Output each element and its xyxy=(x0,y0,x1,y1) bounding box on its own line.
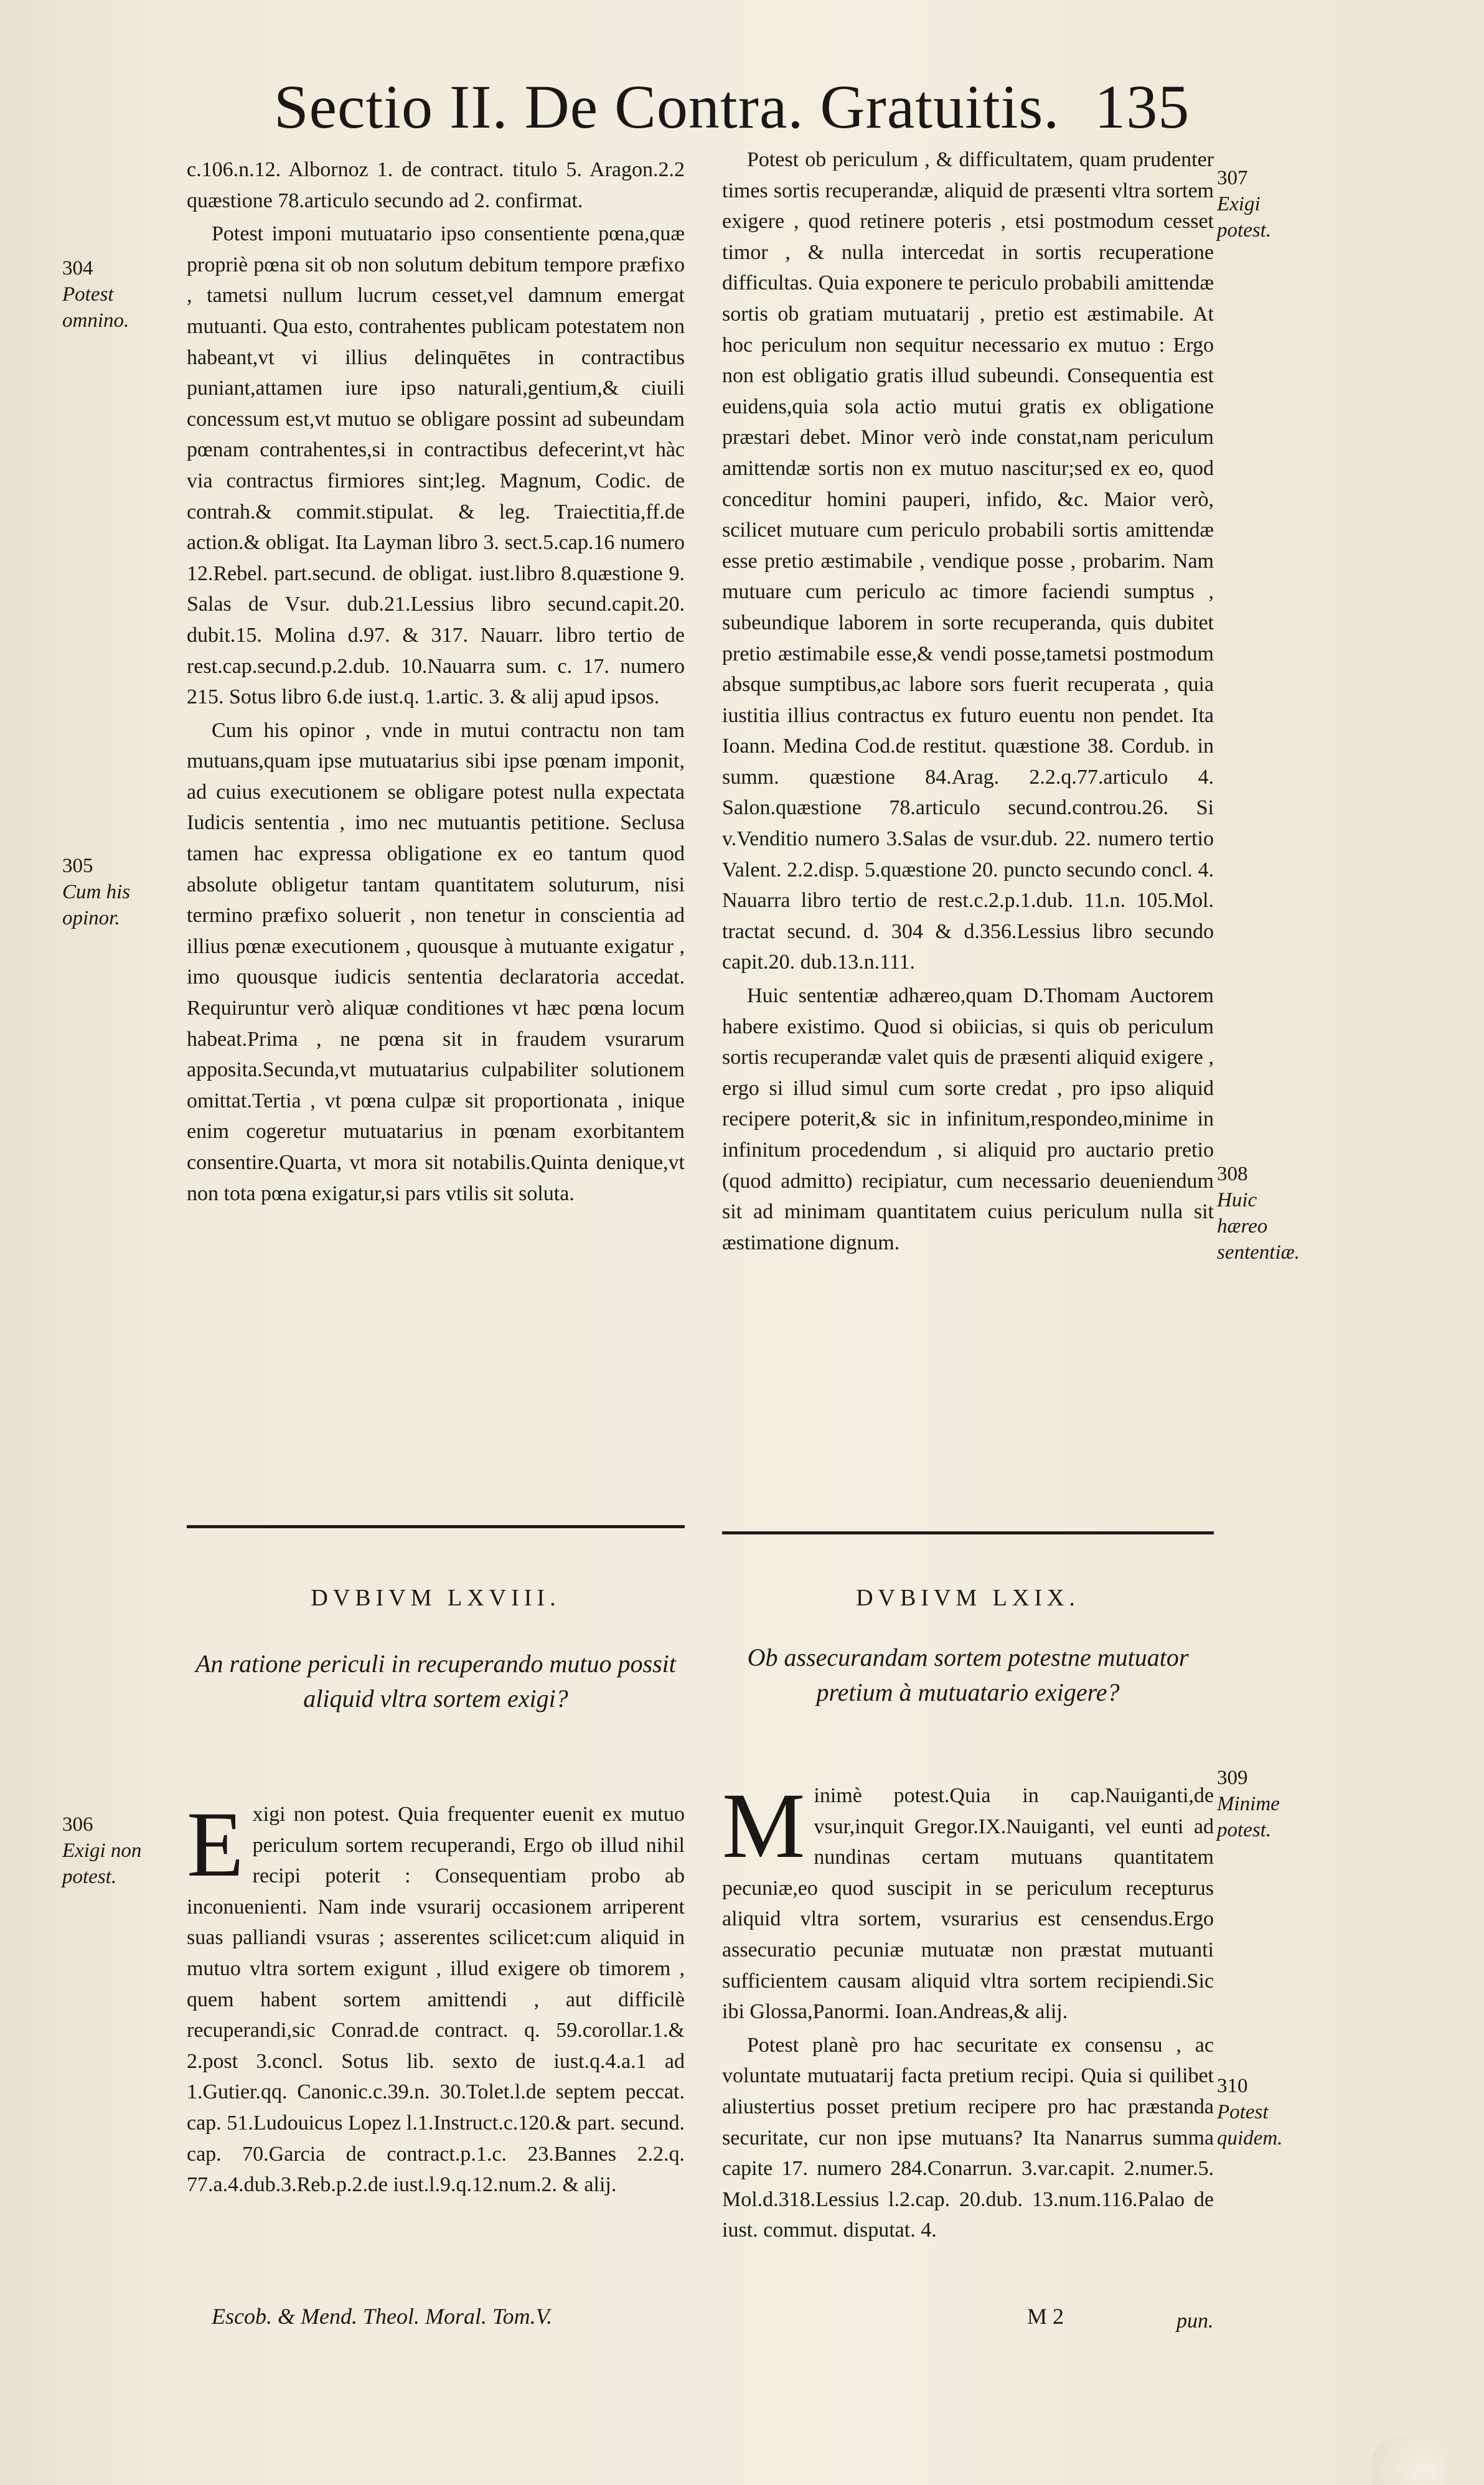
margin-note-text: Potest omnino. xyxy=(62,283,129,332)
drop-cap: M xyxy=(722,1774,805,1877)
margin-note xyxy=(1217,165,1310,243)
right-paragraph: Potest ob periculum , & difficultatem, quam prudenter times sortis recuperandæ, aliquid de præsenti vltra sortem exigere , quod retinere poteris , etsi postmodum cesset timor , & nulla intercedat in sortis recuperatione difficultas. Quia exponere te periculo probabili amittendæ sortis ob gratiam mutuatarij , pretio est æstimabile. At hoc periculum non sequitur necessario ex mutuo : Ergo non est obligatio gratis illud subeundi. Consequentia est euidens,quia sola actio mutui gratis ex obligatione præstari debet. Minor verò inde constat,nam periculum amittendæ sortis non ex mutuo nascitur;sed ex eo, quod conceditur homini pauperi, infido, &c. Maior verò, scilicet mutuare cum periculo probabili sortis amittendæ esse pretio æstimabile , vendique posse , probarim. Nam mutuare cum periculo ac timore faciendi sumptus , subeundique laborem in sorte recuperanda, quis dubitet pretio æstimabile esse,& vendi posse,tametsi postmodum absque sumptibus,ac labore sors fuerit recuperata , quia iustitia illius contractus ex futuro euentu non pendet. Ita Ioann. Medina Cod.de restitut. quæstione 38. Cordub. in summ. quæstione 84.Arag. 2.2.q.77.articulo 4. Salon.quæstione 78.articulo secund.controu.26. Si v.Venditio numero 3.Salas de vsur.dub. 22. numero tertio Valent. 2.2.disp. 5.quæstione 20. puncto secundo concl. 4. Nauarra libro tertio de rest.c.2.p.1.dub. 11.n. 105.Mol. tractat secund. d. 304 & d.356.Lessius libro secundo capit.20. dub.13.n.111. xyxy=(722,148,1214,974)
dubium-question: An ratione periculi in recuperando mutuo possit aliquid vltra sortem exigi? xyxy=(195,1650,676,1712)
page-number: 135 xyxy=(1094,72,1190,141)
dubium-heading: DVBIVM LXIX. xyxy=(856,1585,1080,1611)
left-paragraph: Potest imponi mutuatario ipso consentiente pœna,quæ propriè pœna sit ob non solutum debitum tempore præfixo , tametsi nullum lucrum cesset,vel damnum emergat mutuanti. Qua esto, contrahentes publicam potestatem non habeant,vt vi illius delinquētes in contractibus puniant,attamen iure ipso naturali,gentium,& ciuili concessum est,vt mutuo se obligare possint ad subeundam pœnam contrahentes,si in contractibus defecerint,vt hàc via contractus firmiores sint;leg. Magnum, Codic. de contrah.& commit.stipulat. & leg. Traiectitia,ff.de action.& obligat. Ita Layman libro 3. sect.5.cap.16 numero 12.Rebel. part.secund. de obligat. iust.libro 8.quæstione 9. Salas de Vsur. dub.21.Lessius libro secund.capit.20. dubit.15. Molina d.97. & 317. Nauarr. libro tertio de rest.cap.secund.p.2.dub. 10.Nauarra sum. c. 17. numero 215. Sotus libro 6.de iust.q. 1.artic. 3. & alij apud ipsos. xyxy=(187,222,685,709)
right-paragraph: Huic sententiæ adhæreo,quam D.Thomam Auctorem habere existimo. Quod si obiicias, si quis ob periculum sortis recuperandæ valet quis de præsenti aliquid exigere , ergo si illud simul cum sorte credat , pro ipso aliquid recipere poterit,& sic in infinitum,respondeo,minime in infinitum procedendum , si aliquid pro auctario pretio (quod admitto) recipiatur, cum necessario deueniendum sit ad minimam quantitatem cuius periculum nulla sit æstimatione dignum. xyxy=(722,984,1214,1254)
left-paragraph: c.106.n.12. Albornoz 1. de contract. titulo 5. Aragon.2.2 quæstione 78.articulo secundo ad 2. confirmat. xyxy=(187,158,685,212)
margin-note-text: Cum his opinor. xyxy=(62,881,131,929)
drop-cap: E xyxy=(187,1793,244,1896)
section-rule xyxy=(722,1531,1214,1534)
dubium-paragraph: xigi non potest. Quia frequenter euenit ex mutuo periculum sortem recuperandi, Ergo ob illud nihil recipi poterit : Consequentiam probo ab inconuenienti. Nam inde vsurarij occasionem arriperent suas palliandi vsuras ; asserentes scilicet:cum aliquid in mutuo vltra sortem exigunt , illud exigere ob timorem , quem habent sortem amittendi , aut difficilè recuperandi,sic Conrad.de contract. q. 59.corollar.1.& 2.post 3.concl. Sotus lib. sexto de iust.q.4.a.1 ad 1.Gutier.qq. Canonic.c.39.n. 30.Tolet.l.de septem peccat. cap. 51.Ludouicus Lopez l.1.Instruct.c.120.& part. secund. cap. 70.Garcia de contract.p.1.c. 23.Bannes 2.2.q. 77.a.4.dub.3.Reb.p.2.de iust.l.9.q.12.num.2. & alij. xyxy=(187,1803,685,2197)
running-header xyxy=(274,70,1220,144)
paper-stain xyxy=(1372,2435,1447,2485)
right-column xyxy=(722,144,1214,1261)
section-title: Sectio II. De Contra. Gratuitis. xyxy=(274,72,1060,141)
margin-note xyxy=(62,853,181,931)
margin-note xyxy=(1217,2073,1310,2151)
margin-note-text: Huic hæreo sententiæ. xyxy=(1217,1189,1300,1264)
dubium-68-body xyxy=(187,1793,685,2203)
margin-note-number: 309 xyxy=(1217,1767,1248,1789)
dubium-69-body xyxy=(722,1774,1214,2248)
signature-mark: M 2 xyxy=(1027,2304,1064,2329)
left-paragraph: Cum his opinor , vnde in mutui contractu non tam mutuans,quam ipse mutuatarius sibi ipse pœnam imponit, ad cuius executionem se obligare potest nulla expectata Iudicis sententia , imo nec mutuantis petitione. Seclusa tamen hac expressa obligatione ex eo tantum quod absolute obligetur tantam quantitatem soluturum, nisi termino præfixo soluerit , non tenetur in conscientia ad illius pœnæ executionem , quousque à mutuante exigatur , imo quousque iudicis sententia declaratoria accedat. Requiruntur verò aliquæ conditiones vt hæc pœna locum habeat.Prima , ne pœna sit in fraudem vsurarum apposita.Secunda,vt mutuatarius culpabiliter solutionem omittat.Tertia , vt pœna culpæ sit proportionata , inique enim cogeretur mutuatarius in pœnam exorbitantem consentire.Quarta, vt mora sit notabilis.Quinta denique,vt non tota pœna exigatur,si pars vtilis sit soluta. xyxy=(187,718,685,1205)
dubium-paragraph: Potest planè pro hac securitate ex consensu , ac voluntate mutuatarij facta pretium recipi. Quia si quilibet aliustertius posset pretium recipere pro hac præstanda securitate, cur non ipse mutuans? Ita Nanarrus summa capite 17. numero 284.Conarrun. 3.var.capit. 2.numer.5. Mol.d.318.Lessius l.2.cap. 20.dub. 13.num.116.Palao de iust. commut. disputat. 4. xyxy=(722,2033,1214,2242)
margin-note-number: 308 xyxy=(1217,1163,1248,1185)
margin-note-number: 310 xyxy=(1217,2075,1248,2097)
margin-note-text: Minime potest. xyxy=(1217,1793,1280,1841)
dubium-question: Ob assecurandam sortem potestne mutuator pretium à mutuatario exigere? xyxy=(747,1643,1189,1706)
margin-note-text: Potest quidem. xyxy=(1217,2101,1283,2149)
margin-note-text: Exigi potest. xyxy=(1217,193,1272,242)
catchword: pun. xyxy=(1176,2309,1214,2332)
dubium-paragraph: inimè potest.Quia in cap.Nauiganti,de vsur,inquit Gregor.IX.Nauiganti, vel eunti ad nundinas certam mutuans quantitatem pecuniæ,eo quod suscipit in se periculum recepturus aliquid vltra sortem, vsurarius est censendus.Ergo assecuratio pecuniæ mutuatæ non præstat mutuanti sufficientem causam aliquid vltra sortem recipiendi.Sic ibi Glossa,Panormi. Ioan.Andreas,& alij. xyxy=(722,1784,1214,2024)
margin-note xyxy=(1217,1161,1310,1266)
margin-note xyxy=(1217,1765,1310,1843)
margin-note-number: 304 xyxy=(62,257,93,280)
margin-note-number: 307 xyxy=(1217,167,1248,189)
left-column xyxy=(187,154,685,1211)
margin-note-text: Exigi non potest. xyxy=(62,1839,142,1888)
footer-title: Escob. & Mend. Theol. Moral. Tom.V. xyxy=(212,2304,553,2329)
dubium-heading: DVBIVM LXVIII. xyxy=(311,1585,561,1611)
margin-note-number: 305 xyxy=(62,855,93,877)
margin-note-number: 306 xyxy=(62,1813,93,1836)
margin-note xyxy=(62,255,181,334)
section-rule xyxy=(187,1525,685,1528)
margin-note xyxy=(62,1811,181,1890)
